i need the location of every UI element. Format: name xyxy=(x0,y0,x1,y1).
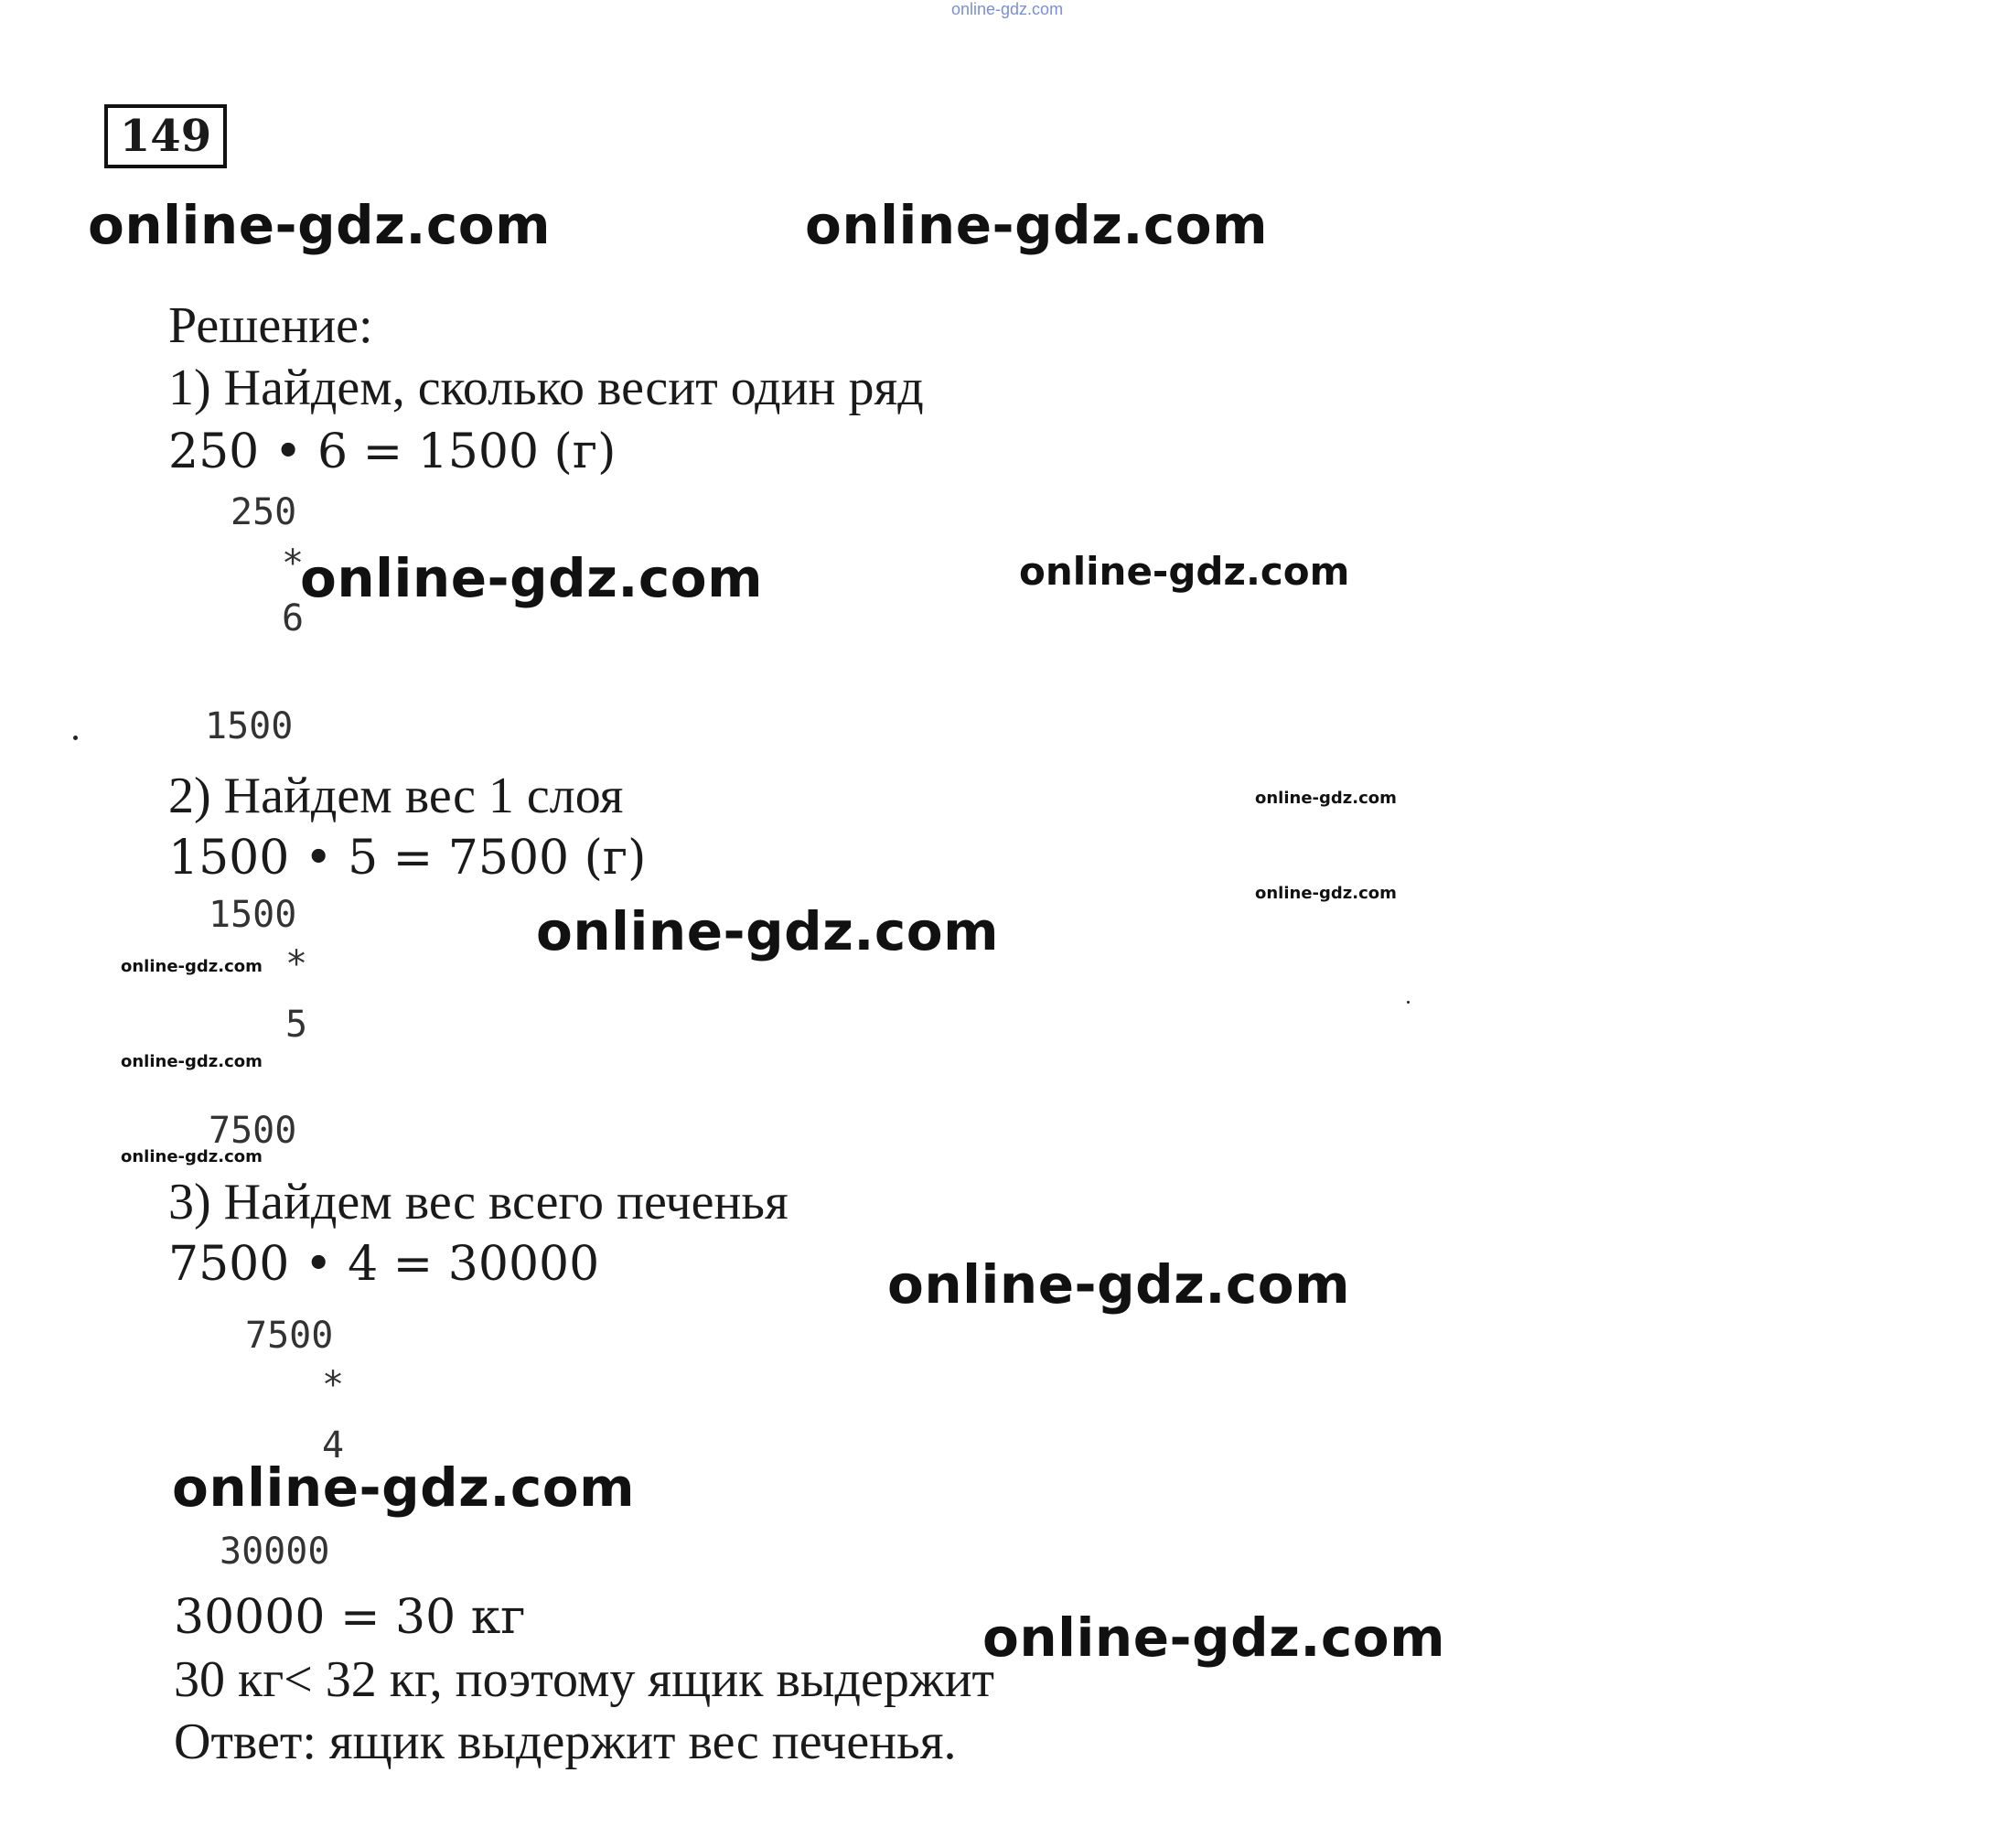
watermark: online-gdz.com xyxy=(1255,884,1397,903)
watermark: online-gdz.com xyxy=(300,547,764,609)
answer-line: Ответ: ящик выдержит вес печенья. xyxy=(174,1714,957,1770)
top-source-link[interactable]: online-gdz.com xyxy=(951,0,1064,18)
watermark: online-gdz.com xyxy=(536,900,1000,962)
step1-col-operator: * xyxy=(282,543,305,585)
solution-heading: Решение: xyxy=(168,297,373,354)
watermark: online-gdz.com xyxy=(805,194,1269,256)
stray-dot xyxy=(73,736,78,740)
watermark: online-gdz.com xyxy=(121,1052,263,1071)
watermark: online-gdz.com xyxy=(982,1606,1446,1669)
step1-equation: 250 • 6 = 1500 (г) xyxy=(168,424,617,479)
step2-col-operator: * xyxy=(285,943,308,985)
step2-col-result: 7500 xyxy=(209,1110,297,1152)
step2-title: 2) Найдем вес 1 слоя xyxy=(168,768,624,824)
step3-title: 3) Найдем вес всего печенья xyxy=(168,1174,788,1230)
watermark: online-gdz.com xyxy=(88,194,552,256)
step3-equation: 7500 • 4 = 30000 xyxy=(168,1237,600,1292)
step1-title: 1) Найдем, сколько весит один ряд xyxy=(168,360,924,416)
step1-col-multiplier: 6 xyxy=(282,597,305,639)
step1-col-result: 1500 xyxy=(205,705,294,747)
comparison-line: 30 кг< 32 кг, поэтому ящик выдержит xyxy=(174,1651,995,1708)
step2-col-multiplier: 5 xyxy=(285,1004,308,1046)
step2-col-multiplicand: 1500 xyxy=(209,894,297,936)
conversion-line: 30000 = 30 кг xyxy=(174,1590,526,1645)
watermark: online-gdz.com xyxy=(1255,789,1397,808)
stray-dot xyxy=(1407,1001,1410,1004)
step3-col-result: 30000 xyxy=(220,1531,330,1573)
step1-col-multiplicand: 250 xyxy=(231,491,297,533)
watermark: online-gdz.com xyxy=(121,957,263,976)
task-number-badge: 149 xyxy=(104,104,227,168)
watermark: online-gdz.com xyxy=(887,1253,1351,1316)
watermark: online-gdz.com xyxy=(1019,549,1350,594)
step3-col-multiplicand: 7500 xyxy=(245,1315,334,1357)
step3-col-operator: * xyxy=(322,1364,345,1406)
watermark: online-gdz.com xyxy=(121,1147,263,1166)
watermark: online-gdz.com xyxy=(172,1456,636,1519)
step2-equation: 1500 • 5 = 7500 (г) xyxy=(168,831,647,886)
step3-col-multiplier: 4 xyxy=(322,1424,345,1467)
